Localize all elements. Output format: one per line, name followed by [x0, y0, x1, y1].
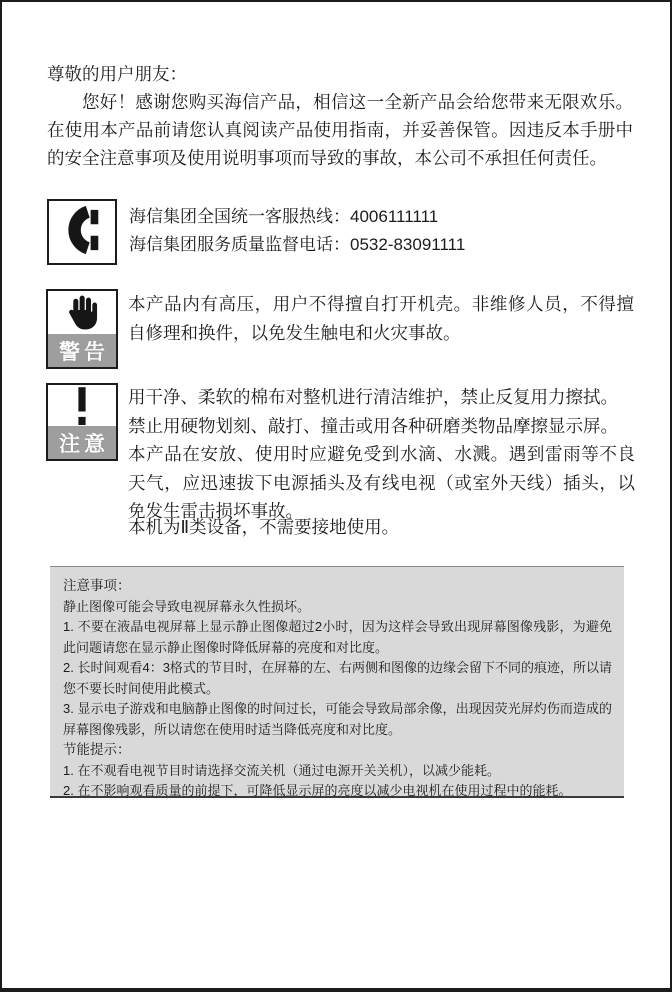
- stop-hand-icon: [48, 291, 116, 336]
- greeting-paragraph: 您好！感谢您购买海信产品，相信这一全新产品会给您带来无限欢乐。在使用本产品前请您认真阅读产品使用指南，并妥善保管。因违反本手册中的安全注意事项及使用说明事项而导致的事故，本公司不承担任何责任。: [47, 92, 633, 168]
- energy-title: 节能提示：: [63, 742, 131, 757]
- hotline-line: 海信集团全国统一客服热线：4006111111: [129, 207, 439, 226]
- notes-title: 注意事项：: [63, 578, 131, 593]
- warning-icon-box: [46, 289, 118, 369]
- phone-icon: [59, 206, 105, 259]
- caution-paragraph: 禁止用硬物划刻、敲打、撞击或用各种研磨类物品摩擦显示屏。: [128, 415, 618, 436]
- hotline-section: [47, 199, 465, 265]
- notes-item: 2. 长时间观看4：3格式的节目时，在屏幕的左、右两侧和图像的边缘会留下不同的痕迹，所以请您不要长时间使用此模式。: [63, 660, 612, 696]
- warning-section: [46, 289, 634, 369]
- class-ii-note: 本机为Ⅱ类设备，不需要接地使用。: [128, 517, 400, 537]
- hotline-text: [129, 199, 465, 265]
- caution-paragraph: 用干净、柔软的棉布对整机进行清洁维护，禁止反复用力擦拭。: [128, 387, 618, 407]
- greeting-section: [47, 60, 633, 172]
- caution-paragraph: 本产品在安放、使用时应避免受到水滴、水溅。遇到雷雨等不良天气，应迅速拔下电源插头及有线电视（或室外天线）插头，以免发生雷击损坏事故。: [128, 444, 635, 521]
- warning-text: 本产品内有高压，用户不得擅自打开机壳。非维修人员，不得擅自修理和换件，以免发生触电和火灾事故。: [128, 294, 634, 343]
- hotline-line: 海信集团服务质量监督电话：0532-83091111: [129, 235, 466, 254]
- notes-item: 1. 不要在液晶电视屏幕上显示静止图像超过2小时，因为这样会导致出现屏幕图像残影，为避免此问题请您在显示静止图像时降低屏幕的亮度和对比度。: [63, 619, 612, 655]
- exclamation-icon: [48, 385, 116, 428]
- caution-icon-box: [46, 383, 118, 461]
- notes-box: [50, 566, 624, 798]
- energy-item: 2. 在不影响观看质量的前提下，可降低显示屏的亮度以减少电视机在使用过程中的能耗。: [63, 783, 572, 798]
- warning-label: 警告: [48, 334, 116, 367]
- energy-item: 1. 在不观看电视节目时请选择交流关机（通过电源开关关机），以减少能耗。: [63, 762, 500, 778]
- notes-item: 3. 显示电子游戏和电脑静止图像的时间过长，可能会导致局部余像，出现因荧光屏灼伤而造成的屏幕图像残影，所以请您在使用时适当降低亮度和对比度。: [63, 701, 612, 737]
- caution-section: [46, 383, 635, 526]
- greeting-salutation: 尊敬的用户朋友：: [47, 64, 187, 84]
- notes-intro: 静止图像可能会导致电视屏幕永久性损坏。: [63, 598, 311, 614]
- caution-text: [128, 383, 635, 526]
- caution-label: 注意: [48, 426, 116, 459]
- phone-icon-box: [47, 199, 117, 265]
